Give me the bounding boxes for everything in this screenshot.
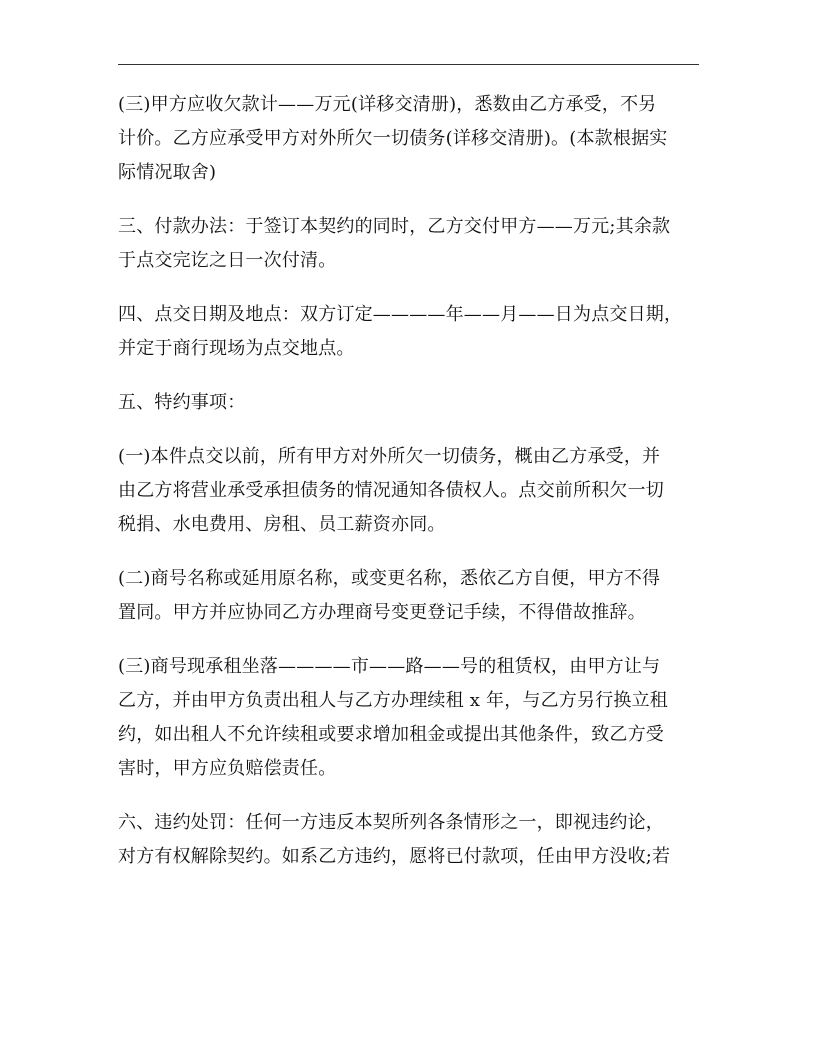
clause-5-heading-paragraph [118, 386, 718, 420]
text-line: 害时，甲方应负赔偿责任。 [118, 758, 337, 779]
text-line: 计价。乙方应承受甲方对外所欠一切债务(详移交清册)。(本款根据实 [118, 128, 668, 149]
clause-6-breach-paragraph [118, 806, 718, 874]
clause-2-3-paragraph [118, 88, 718, 190]
text-line: 于点交完讫之日一次付清。 [118, 250, 337, 271]
text-line: 三、付款办法：于签订本契约的同时，乙方交付甲方——万元;其余款 [118, 216, 671, 237]
clause-5-3-paragraph [118, 650, 718, 786]
clause-4-handover-paragraph [118, 298, 718, 366]
section-heading: 五、特约事项： [118, 392, 246, 413]
text-line: 置同。甲方并应协同乙方办理商号变更登记手续，不得借故推辞。 [118, 602, 646, 623]
text-line: 乙方，并由甲方负责出租人与乙方办理续租 x 年，与乙方另行换立租 [118, 690, 668, 711]
clause-3-payment-paragraph [118, 210, 718, 278]
header-rule [118, 64, 699, 65]
text-line: 并定于商行现场为点交地点。 [118, 338, 355, 359]
text-line: 六、违约处罚：任何一方违反本契所列各条情形之一，即视违约论， [118, 812, 664, 833]
clause-5-2-paragraph [118, 562, 718, 630]
text-line: 对方有权解除契约。如系乙方违约，愿将已付款项，任由甲方没收;若 [118, 846, 671, 867]
text-line: (一)本件点交以前，所有甲方对外所欠一切债务，概由乙方承受，并 [118, 446, 661, 467]
clause-5-1-paragraph [118, 440, 718, 542]
text-line: (三)商号现承租坐落————市——路——号的租赁权，由甲方让与 [118, 656, 661, 677]
document-body [118, 88, 718, 894]
text-line: 税捐、水电费用、房租、员工薪资亦同。 [118, 514, 446, 535]
text-line: 由乙方将营业承受承担债务的情况通知各债权人。点交前所积欠一切 [118, 480, 664, 501]
text-line: 四、点交日期及地点：双方订定————年——月——日为点交日期， [118, 304, 683, 325]
text-line: (二)商号名称或延用原名称，或变更名称，悉依乙方自便，甲方不得 [118, 568, 661, 589]
text-line: (三)甲方应收欠款计——万元(详移交清册)，悉数由乙方承受，不另 [118, 94, 657, 115]
text-line: 际情况取舍) [118, 162, 217, 183]
text-line: 约，如出租人不允许续租或要求增加租金或提出其他条件，致乙方受 [118, 724, 664, 745]
